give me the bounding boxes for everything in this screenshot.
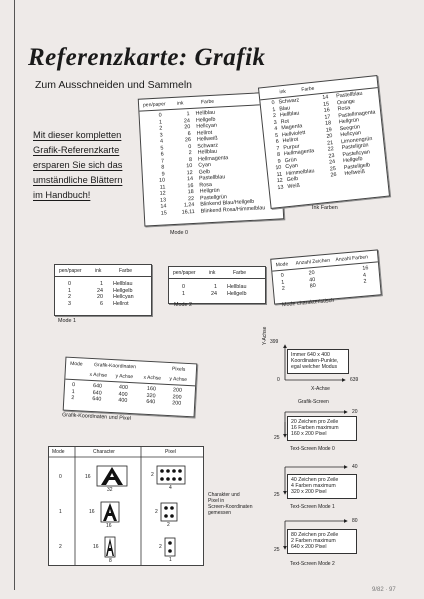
grafik-screen-box: Immer 640 x 400 Koordinaten-Punkte, egal welcher Modus	[287, 349, 349, 374]
pixel-width: 4	[169, 485, 172, 491]
header-mode: Mode	[52, 449, 65, 455]
text-screen-cols: 40	[352, 464, 358, 470]
header-zeichen: Anzahl Zeichen	[295, 257, 331, 267]
mode-column: 0 1 2	[280, 272, 286, 292]
text-screen-rows: 25	[274, 492, 280, 498]
farben-column: 16 4 2	[362, 265, 369, 285]
x-axis-label: X-Achse	[311, 386, 330, 392]
header-farbe: Farbe	[301, 85, 315, 94]
mode1-caption: Mode 1	[58, 318, 76, 324]
header-ink: ink	[176, 100, 184, 107]
char-width: 16	[106, 523, 112, 529]
header-farbe: Farbe	[119, 268, 133, 274]
ink-column: 1 24 20 6	[97, 281, 103, 307]
pixel-height: 2	[155, 509, 158, 515]
row-mode: 0	[59, 474, 62, 480]
y-axis-label: Y-Achse	[262, 326, 268, 345]
page-number: 9/82 · 97	[372, 587, 396, 593]
char-pixel-note: Charakter und Pixel in Screen-Koordinaten gemessen	[208, 492, 253, 516]
text-screen-box: 20 Zeichen pro Zeile 16 Farben maximum 160 x 200 Pixel	[287, 416, 357, 441]
mode-char-caption: Mode charakteristisch	[281, 297, 335, 309]
header-ink: ink	[209, 270, 216, 276]
text-screen-rows: 25	[274, 435, 280, 441]
text-screen-caption: Text-Screen Mode 1	[290, 504, 335, 510]
text-screen-caption: Text-Screen Mode 0	[290, 446, 335, 452]
text-screen-cols: 20	[352, 409, 358, 415]
farbe-column: Hellblau Hellgelb Hellcyan Hellrot Hellweiß Schwarz Hellblau Hellmagenta Cyan Gelb Pastellblau Rosa Hellgrün Pastellgrün Blinkend Blau/Hellgelb Blinkend Rosa/Himmelblau	[195, 109, 266, 215]
header-pixels: Pixels	[171, 366, 186, 373]
header-ink: ink	[279, 88, 287, 96]
coords-caption: Grafik-Koordinaten und Pixel	[61, 412, 132, 422]
mode0-caption: Mode 0	[170, 230, 188, 236]
char-width: 8	[109, 558, 112, 564]
zeichen-column: 20 40 80	[308, 269, 317, 290]
intro-line: Mit dieser kompletten	[33, 130, 122, 140]
header-pixel: Pixel	[165, 449, 176, 455]
header-pen: pen/paper	[59, 268, 82, 274]
header-ya: y Achse	[115, 373, 134, 381]
header-farben: Anzahl Farben	[335, 254, 369, 264]
farbe-column: Hellblau Hellgelb	[227, 284, 247, 297]
text-screen-box: 80 Zeichen pro Zeile 2 Farben maximum 640 x 200 Pixel	[287, 529, 357, 554]
pen-column: 0 1 2 3 4 5 6 7 8 9 10 11 12 13 14 15	[158, 112, 167, 217]
char-width: 32	[107, 487, 113, 493]
text-screen-box: 40 Zeichen pro Zeile 4 Farben maximum 320 x 200 Pixel	[287, 474, 357, 499]
header-mode: Mode	[275, 261, 289, 269]
farbe-column-b: Pastellblau Orange Rosa Pastellmagenta Hellgrün Seegrün Hellcyan Limonengrün Pastellgrün Pastellcyan Hellgelb Pastellgelb Hellweiß	[335, 90, 376, 178]
pixel-width: 2	[167, 522, 170, 528]
header-mode: Mode	[69, 360, 83, 368]
char-height: 16	[89, 509, 95, 515]
ya-column: 400 400 400	[118, 384, 129, 404]
xa2-column: 160 320 640	[146, 385, 157, 406]
header-pen: pen/paper	[173, 270, 196, 276]
ya2-column: 200 200 200	[172, 387, 183, 407]
header-xa2: x Achse	[143, 374, 162, 382]
header-grafik: Grafik-Koordinaten	[93, 362, 137, 371]
x-max-label: 639	[350, 377, 359, 383]
pen-column: 0 1 2 3	[68, 281, 71, 307]
header-ya2: y Achse	[169, 376, 188, 383]
intro-line: Grafik-Referenzkarte	[33, 145, 120, 155]
ink-column-b: 14 15 16 17 18 19 20 21 22 23 24 25 26	[322, 94, 337, 179]
text-screen-cols: 80	[352, 518, 358, 524]
mode2-caption: Mode 2	[174, 302, 192, 308]
row-mode: 2	[59, 544, 62, 550]
text-screen-caption: Text-Screen Mode 2	[290, 561, 335, 567]
char-height: 16	[93, 544, 99, 550]
row-mode: 1	[59, 509, 62, 515]
farbe-column-a: Schwarz Blau Hellblau Rot Magenta Hellviolett Hellrot Purpur Hellmagenta Grün Cyan Himmelblau Gelb Weiß	[278, 97, 315, 190]
ink-column: 1 24	[211, 284, 217, 297]
y-max-label: 399	[270, 339, 279, 345]
pixel-height: 2	[151, 472, 154, 478]
pixel-width: 1	[169, 557, 172, 563]
text-screen-rows: 25	[274, 547, 280, 553]
header-farbe: Farbe	[233, 270, 247, 276]
header-xa: x Achse	[89, 371, 108, 379]
pixel-height: 2	[159, 544, 162, 550]
xa-column: 640 640 640	[92, 383, 103, 403]
char-height: 16	[85, 474, 91, 480]
header-character: Character	[93, 449, 115, 455]
origin-label: 0	[277, 377, 280, 383]
ink-table-caption: Ink Farben	[312, 205, 338, 211]
intro-line: ersparen Sie sich das	[33, 160, 123, 170]
ink-column-a: 0 1 2 3 4 5 6 7 8 9 10 11 12 13	[271, 99, 284, 191]
ink-column: 1 24 20 6 26 0 2 8 10 12 14 16 18 22 1,24 16,11	[181, 111, 195, 216]
header-ink: ink	[95, 268, 102, 274]
pen-column: 0 1	[182, 284, 185, 297]
intro-line: umständliche Blättern	[33, 175, 123, 185]
grafik-screen-caption: Grafik-Screen	[298, 399, 329, 405]
mode-column: 0 1 2	[71, 381, 76, 402]
intro-line: im Handbuch!	[33, 190, 91, 200]
page-subtitle: Zum Ausschneiden und Sammeln	[35, 79, 193, 91]
page-title: Referenzkarte: Grafik	[28, 44, 266, 71]
farbe-column: Hellblau Hellgelb Hellcyan Hellrot	[113, 281, 134, 307]
header-farbe: Farbe	[200, 98, 215, 106]
header-pen: pen/paper	[142, 101, 166, 109]
